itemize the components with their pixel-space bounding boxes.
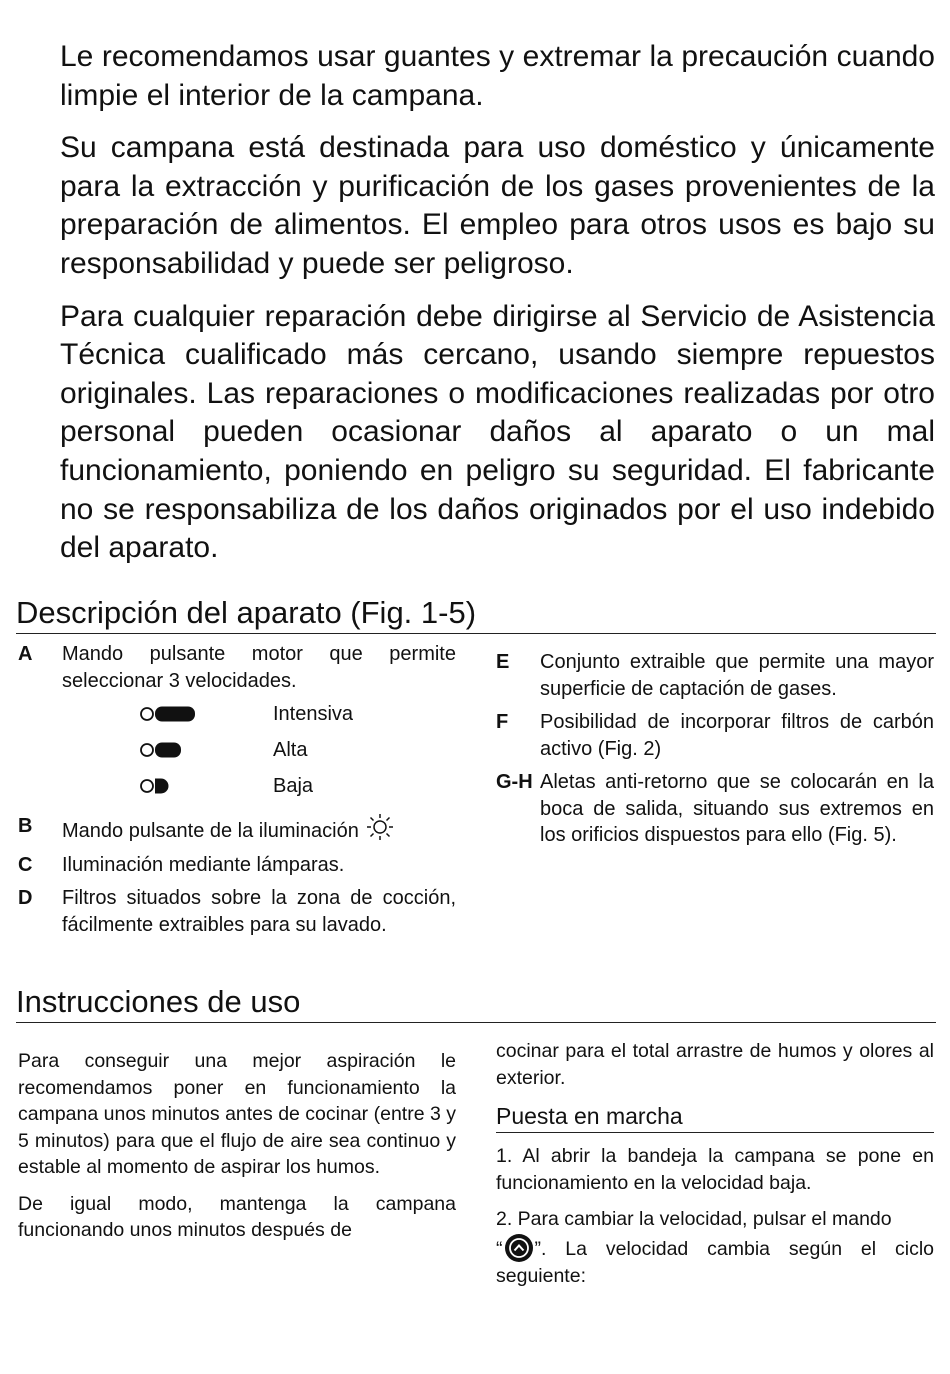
- speed-row-intensiva: [18, 701, 456, 737]
- item-text: Conjunto extraible que permite una mayor superficie de captación de gases.: [540, 651, 934, 700]
- item-key: E: [496, 651, 510, 673]
- description-item-c: [18, 852, 456, 879]
- item-text: Aletas anti-retorno que se colocarán en la boca de salida, situando sus extremos en los orificios dispuestos para ello (Fig. 5).: [540, 771, 934, 846]
- item-key: B: [18, 815, 33, 837]
- speed-label: Alta: [273, 739, 308, 761]
- step-2-text-b: . La velocidad cambia según el ciclo seguiente:: [496, 1237, 934, 1287]
- speed-row-baja: [18, 773, 456, 809]
- description-item-d: [18, 885, 456, 938]
- description-left-column: [18, 641, 456, 945]
- startup-subheading: Puesta en marcha: [496, 1101, 934, 1133]
- item-key: D: [18, 887, 33, 909]
- description-item-gh: [496, 769, 934, 849]
- startup-step-1: 1. Al abrir la bandeja la campana se pone en funcionamiento en la velocidad baja.: [496, 1145, 934, 1194]
- item-key: C: [18, 853, 33, 876]
- speed-row-alta: [18, 737, 456, 773]
- usage-right-column: [496, 1038, 934, 1299]
- intro-paragraph-2: Su campana está destinada para uso doméstico y únicamente para la extracción y purificación de los gases provenientes de la preparación de alimentos. El empleo para otros usos es bajo su responsabilidad y puede ser peligroso.: [60, 131, 935, 280]
- item-text: Posibilidad de incorporar filtros de carbón activo (Fig. 2): [540, 711, 934, 760]
- startup-step-2: [496, 1206, 934, 1289]
- speed-high-icon: [140, 705, 200, 723]
- speed-label: Baja: [273, 775, 314, 797]
- speed-medium-icon: [140, 741, 200, 759]
- usage-paragraph-1: Para conseguir una mejor aspiración le recomendamos poner en funcionamiento la campana unos minutos antes de cocinar (entre 3 y 5 minutos) para que el flujo de aire sea continuo y estable al momento de aspirar los humos.: [18, 1050, 456, 1178]
- item-key: A: [18, 643, 33, 665]
- close-quote: ”: [534, 1237, 541, 1260]
- item-key: F: [496, 711, 509, 733]
- usage-paragraph-3: cocinar para el total arrastre de humos y olores al exterior.: [496, 1040, 934, 1089]
- item-text: Iluminación mediante lámparas.: [62, 853, 345, 876]
- step-2-text-a: 2. Para cambiar la velocidad, pulsar el mando: [496, 1208, 892, 1230]
- usage-paragraph-2: De igual modo, mantenga la campana funcionando unos minutos después de: [18, 1192, 456, 1241]
- description-item-e: [496, 649, 934, 702]
- speed-label: Intensiva: [273, 703, 354, 725]
- light-sun-icon: [365, 813, 395, 841]
- description-item-b: [18, 813, 456, 845]
- item-text: Mando pulsante motor que permite seleccionar 3 velocidades.: [62, 643, 456, 692]
- description-item-a: [18, 641, 456, 694]
- item-key: G-H: [496, 771, 533, 793]
- speed-button-icon: [504, 1233, 534, 1263]
- description-right-column: [496, 649, 934, 856]
- usage-left-column: [18, 1048, 456, 1254]
- intro-text: [60, 38, 935, 582]
- open-quote: “: [496, 1237, 503, 1260]
- speed-list: [18, 701, 456, 809]
- description-heading: Descripción del aparato (Fig. 1-5): [16, 593, 936, 634]
- speed-low-icon: [140, 777, 200, 795]
- intro-paragraph-3: Para cualquier reparación debe dirigirse al Servicio de Asistencia Técnica cualificado más cercano, usando siempre repuestos originales. Las reparaciones o modificaciones realizadas por otro personal pueden ocasionar daños al aparato o un mal funcionamiento, poniendo en peligro su seguridad. El fabricante no se responsabiliza de los daños originados por el uso indebido del aparato.: [60, 299, 935, 565]
- description-item-f: [496, 709, 934, 762]
- item-text: Filtros situados sobre la zona de cocción, fácilmente extraibles para su lavado.: [62, 887, 456, 936]
- usage-heading: Instrucciones de uso: [16, 982, 936, 1023]
- intro-paragraph-1: Le recomendamos usar guantes y extremar la precaución cuando limpie el interior de la campana.: [60, 40, 935, 112]
- item-text: Mando pulsante de la iluminación: [62, 820, 359, 842]
